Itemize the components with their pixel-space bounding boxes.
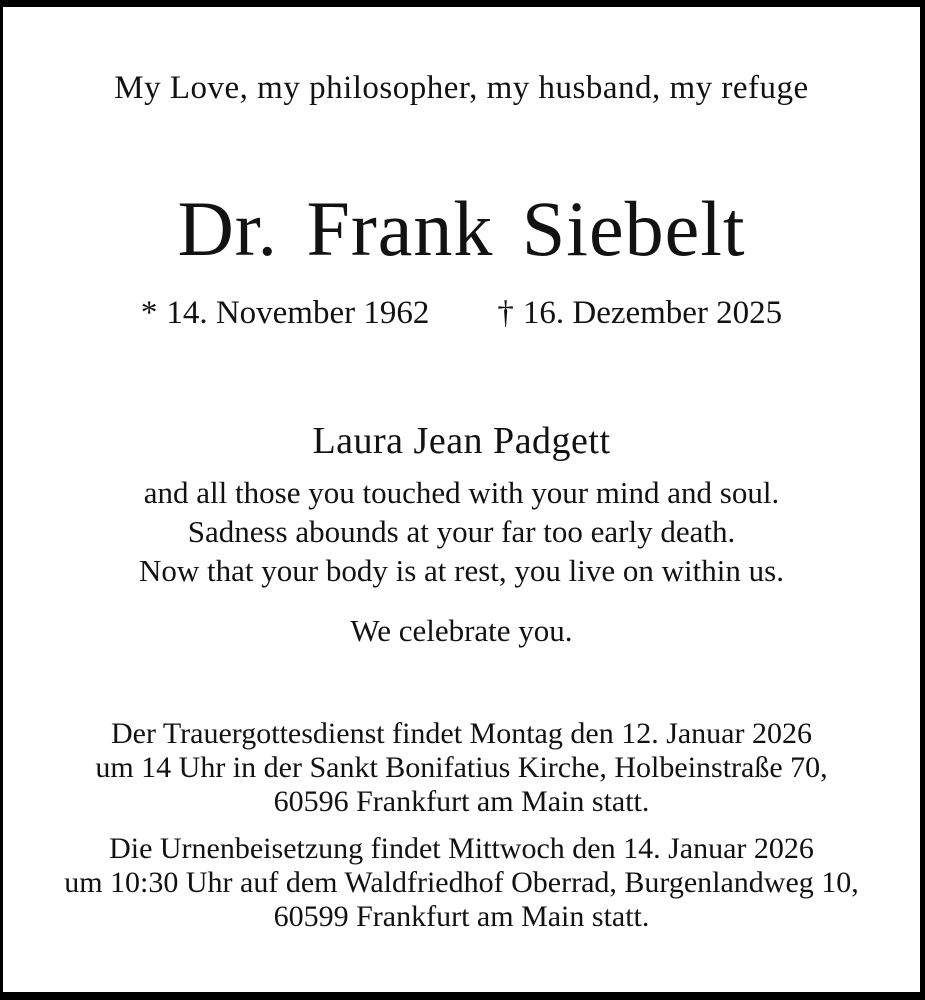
service-information <box>3 717 920 934</box>
service-line: um 14 Uhr in der Sankt Bonifatius Kirche, Holbeinstraße 70, <box>95 750 828 784</box>
death-date-text: 16. Dezember 2025 <box>522 294 783 331</box>
birth-date-text: 14. November 1962 <box>166 294 430 331</box>
service-line: Die Urnenbeisetzung findet Mittwoch den 14. Januar 2026 <box>109 831 814 865</box>
life-dates <box>3 294 920 334</box>
deceased-name: Dr. Frank Siebelt <box>177 184 746 272</box>
tribute-line: Sadness abounds at your far too early death. <box>187 513 736 549</box>
service-line: 60599 Frankfurt am Main statt. <box>273 899 650 933</box>
tribute-line: Now that your body is at rest, you live on within us. <box>139 552 784 588</box>
service-line: um 10:30 Uhr auf dem Waldfriedhof Oberrad, Burgenlandweg 10, <box>64 865 859 899</box>
service-line: Der Trauergottesdienst findet Montag den 12. Januar 2026 <box>110 716 812 750</box>
urn-burial-paragraph <box>3 832 920 934</box>
epigraph-line: My Love, my philosopher, my husband, my refuge <box>114 70 809 106</box>
closing-line: We celebrate you. <box>350 612 573 648</box>
birth-star-symbol: * <box>140 294 158 331</box>
mourner-name: Laura Jean Padgett <box>312 419 611 462</box>
tribute-verse <box>3 473 920 590</box>
birth-date <box>141 294 430 334</box>
funeral-service-paragraph <box>3 717 920 819</box>
tribute-line: and all those you touched with your mind and soul. <box>143 474 780 510</box>
death-dagger-symbol: † <box>497 294 514 331</box>
service-line: 60596 Frankfurt am Main statt. <box>273 784 650 818</box>
death-date <box>497 294 782 334</box>
